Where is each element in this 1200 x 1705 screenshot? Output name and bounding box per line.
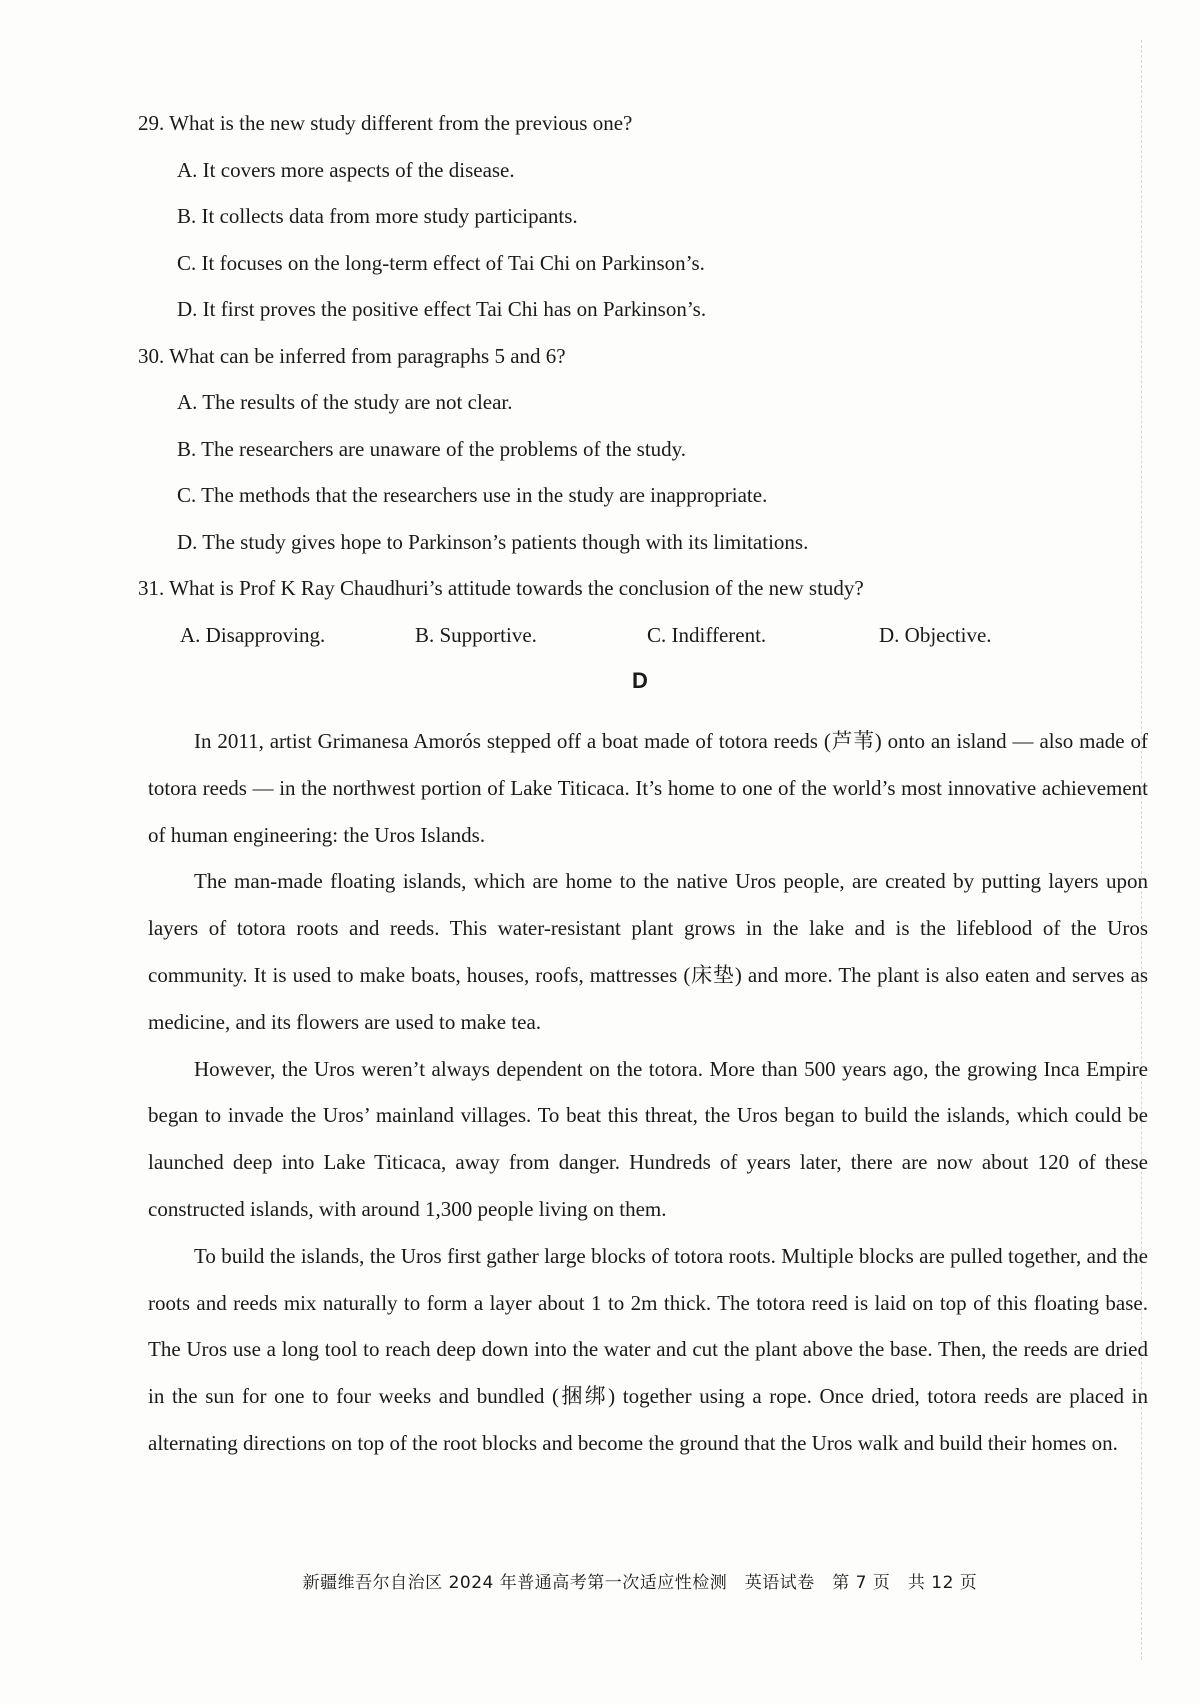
option-b: B. Supportive. — [415, 622, 537, 647]
question-stem: 31. What is Prof K Ray Chaudhuri’s attitude towards the conclusion of the new study? — [138, 576, 864, 600]
option-c: C. Indifferent. — [647, 622, 767, 647]
question-30 — [138, 333, 1138, 566]
option-d: D. Objective. — [879, 622, 992, 647]
question-31 — [138, 565, 1138, 658]
passage-paragraph: The man-made floating islands, which are home to the native Uros people, are created by putting layers upon layers of totora roots and reeds. This water-resistant plant grows in the lake and is the lifeblood of the Uros community. It is used to make boats, houses, roofs, mattresses (床垫) and more. The plant is also eaten and serves as medicine, and its flowers are used to make tea. — [148, 869, 1148, 1034]
option-a: A. It covers more aspects of the disease. — [177, 157, 515, 182]
option-d: D. The study gives hope to Parkinson’s patients though with its limitations. — [177, 529, 809, 554]
section-heading: D — [632, 668, 648, 693]
option-c: C. It focuses on the long-term effect of Tai Chi on Parkinson’s. — [177, 250, 705, 275]
passage-paragraph: In 2011, artist Grimanesa Amorós stepped off a boat made of totora reeds (芦苇) onto an island — also made of totora reeds — in the northwest portion of Lake Titicaca. It’s home to one of the world’s most innovative achievement of human engineering: the Uros Islands. — [148, 729, 1148, 847]
option-a: A. Disapproving. — [180, 622, 326, 647]
passage-paragraph: To build the islands, the Uros first gather large blocks of totora roots. Multiple blocks are pulled together, and the roots and reeds mix naturally to form a layer about 1 to 2m thick. The totora reed is laid on top of this floating base. The Uros use a long tool to reach deep down into the water and cut the plant above the base. Then, the reeds are dried in the sun for one to four weeks and bundled (捆绑) together using a rope. Once dried, totora reeds are placed in alternating directions on top of the root blocks and become the ground that the Uros walk and build their homes on. — [148, 1243, 1148, 1455]
question-stem: 30. What can be inferred from paragraphs 5 and 6? — [138, 343, 566, 368]
question-29 — [138, 100, 1138, 333]
question-stem: 29. What is the new study different from the previous one? — [138, 111, 633, 135]
page-footer: 新疆维吾尔自治区 2024 年普通高考第一次适应性检测 英语试卷 第 7 页 共 12 页 — [302, 1573, 978, 1593]
option-a: A. The results of the study are not clear. — [177, 390, 513, 414]
options-row — [138, 612, 1138, 659]
reading-passage — [148, 718, 1148, 1467]
option-d: D. It first proves the positive effect Tai Chi has on Parkinson’s. — [177, 297, 707, 321]
option-c: C. The methods that the researchers use in the study are inappropriate. — [177, 483, 768, 507]
passage-paragraph: However, the Uros weren’t always dependent on the totora. More than 500 years ago, the growing Inca Empire began to invade the Uros’ mainland villages. To beat this threat, the Uros began to build the islands, which could be launched deep into Lake Titicaca, away from danger. Hundreds of years later, there are now about 120 of these constructed islands, with around 1,300 people living on them. — [148, 1056, 1148, 1221]
question-list — [138, 100, 1138, 658]
option-b: B. It collects data from more study participants. — [177, 204, 578, 228]
option-b: B. The researchers are unaware of the problems of the study. — [177, 436, 687, 461]
